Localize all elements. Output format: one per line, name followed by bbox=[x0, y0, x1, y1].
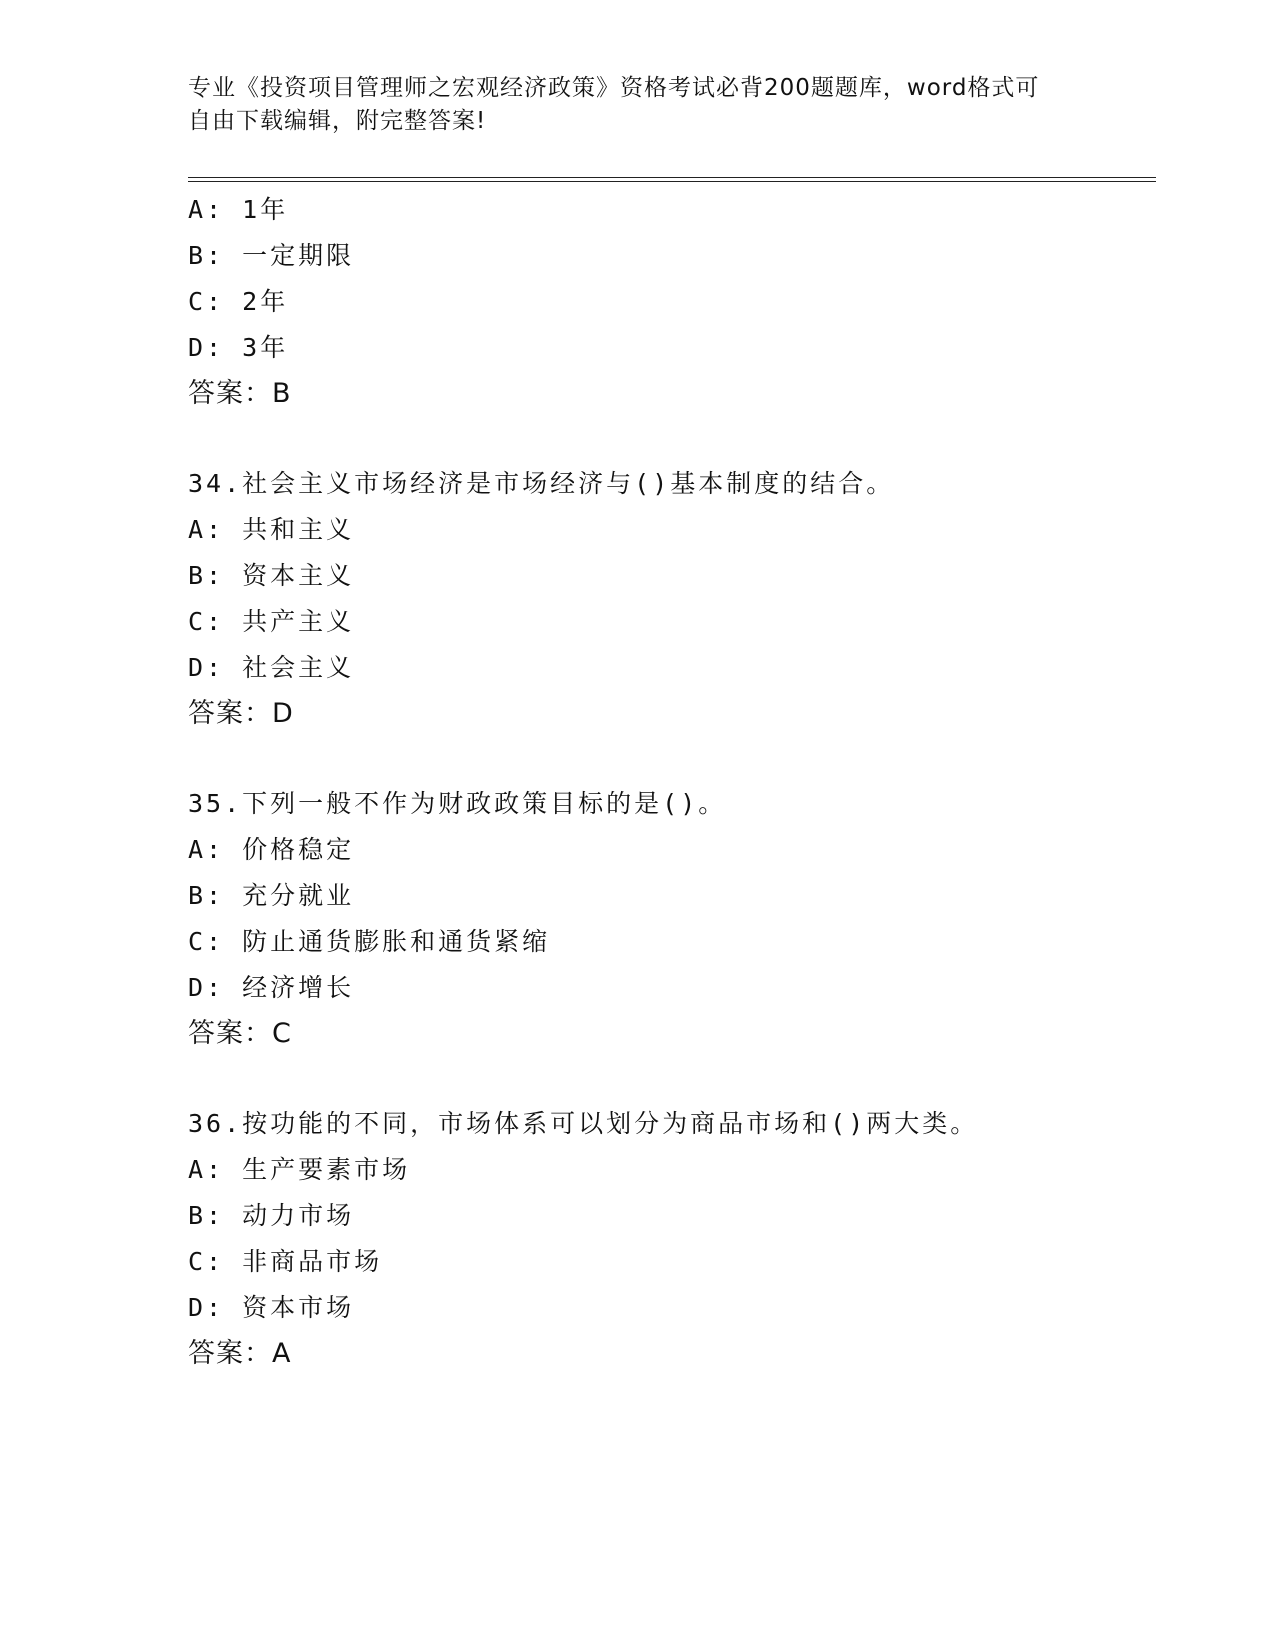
option-a: A: 1年 bbox=[188, 195, 289, 224]
option-d: D: 3年 bbox=[188, 333, 289, 362]
option-b: B: 一定期限 bbox=[188, 241, 355, 270]
document-header bbox=[188, 72, 1088, 138]
answer: 答案：A bbox=[188, 1338, 292, 1369]
option-b: B: 充分就业 bbox=[188, 881, 355, 910]
answer: 答案：D bbox=[188, 698, 294, 729]
question-block-36 bbox=[188, 1101, 1188, 1377]
option-c: C: 非商品市场 bbox=[188, 1247, 383, 1276]
rule-line-top bbox=[188, 177, 1156, 178]
block-spacer bbox=[188, 737, 1188, 781]
option-d: D: 社会主义 bbox=[188, 653, 355, 682]
question-list bbox=[188, 187, 1188, 1377]
block-spacer bbox=[188, 1057, 1188, 1101]
option-a: A: 生产要素市场 bbox=[188, 1155, 411, 1184]
answer: 答案：C bbox=[188, 1018, 292, 1049]
option-c: C: 防止通货膨胀和通货紧缩 bbox=[188, 927, 551, 956]
answer: 答案：B bbox=[188, 378, 292, 409]
option-b: B: 资本主义 bbox=[188, 561, 355, 590]
question-text: 35.下列一般不作为财政政策目标的是()。 bbox=[188, 789, 727, 818]
option-b: B: 动力市场 bbox=[188, 1201, 355, 1230]
block-spacer bbox=[188, 417, 1188, 461]
question-block-35 bbox=[188, 781, 1188, 1057]
option-c: C: 共产主义 bbox=[188, 607, 355, 636]
header-line-1: 专业《投资项目管理师之宏观经济政策》资格考试必背200题题库，word格式可 bbox=[188, 75, 1040, 101]
header-double-rule bbox=[188, 177, 1156, 183]
question-block-33 bbox=[188, 187, 1188, 417]
header-line-2: 自由下载编辑，附完整答案! bbox=[188, 108, 487, 134]
question-text: 34.社会主义市场经济是市场经济与()基本制度的结合。 bbox=[188, 469, 895, 498]
option-c: C: 2年 bbox=[188, 287, 289, 316]
option-d: D: 经济增长 bbox=[188, 973, 355, 1002]
option-a: A: 共和主义 bbox=[188, 515, 355, 544]
question-block-34 bbox=[188, 461, 1188, 737]
rule-line-bottom bbox=[188, 181, 1156, 182]
option-a: A: 价格稳定 bbox=[188, 835, 355, 864]
option-d: D: 资本市场 bbox=[188, 1293, 355, 1322]
question-text: 36.按功能的不同，市场体系可以划分为商品市场和()两大类。 bbox=[188, 1109, 979, 1138]
